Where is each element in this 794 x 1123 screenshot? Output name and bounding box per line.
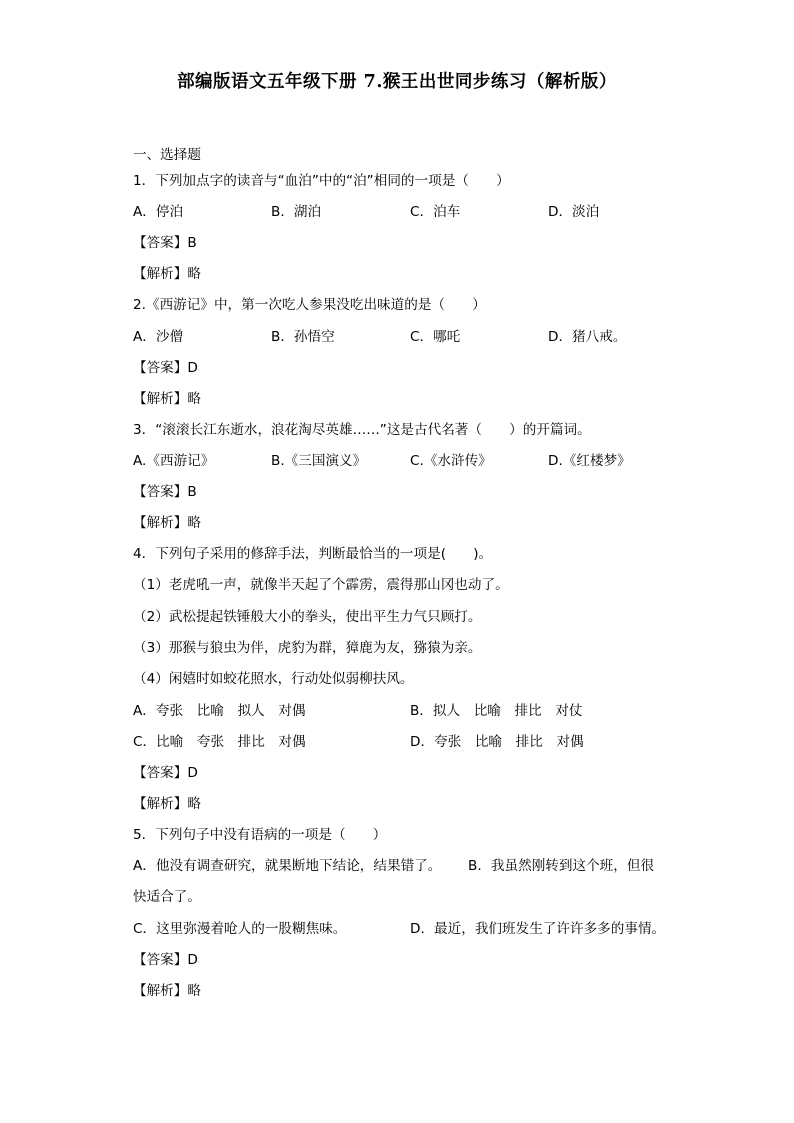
q1-stem: 1．下列加点字的读音与“血泊”中的“泊”相同的一项是（ ） bbox=[133, 173, 510, 189]
q1-analysis: 【解析】略 bbox=[133, 266, 201, 282]
q1-option-a: A．停泊 bbox=[133, 204, 184, 220]
q5-stem: 5．下列句子中没有语病的一项是（ ） bbox=[133, 827, 387, 843]
q2-stem: 2.《西游记》中，第一次吃人参果没吃出味道的是（ ） bbox=[133, 297, 486, 313]
q4-sentence-2: （2）武松提起铁锤般大小的拳头，使出平生力气只顾打。 bbox=[133, 609, 482, 625]
q4-sentence-1: （1）老虎吼一声，就像半天起了个霹雳，震得那山冈也动了。 bbox=[133, 577, 509, 593]
q2-option-c: C．哪吒 bbox=[410, 329, 461, 345]
q4-sentence-3: （3）那猴与狼虫为伴，虎豹为群，獐鹿为友，猕猿为亲。 bbox=[133, 640, 482, 656]
q2-option-d: D．猪八戒。 bbox=[548, 329, 627, 345]
q1-option-d: D．淡泊 bbox=[548, 204, 600, 220]
q3-answer: 【答案】B bbox=[133, 484, 197, 500]
q5-option-c: C．这里弥漫着呛人的一股糊焦味。 bbox=[133, 921, 347, 937]
section-heading: 一、选择题 bbox=[133, 147, 201, 163]
page-title: 部编版语文五年级下册 7.猴王出世同步练习（解析版） bbox=[177, 72, 617, 92]
q2-analysis: 【解析】略 bbox=[133, 391, 201, 407]
q4-answer: 【答案】D bbox=[133, 765, 198, 781]
q1-answer: 【答案】B bbox=[133, 235, 197, 251]
q4-stem: 4．下列句子采用的修辞手法，判断最恰当的一项是( )。 bbox=[133, 546, 493, 562]
q3-option-d: D.《红楼梦》 bbox=[548, 453, 631, 469]
q2-answer: 【答案】D bbox=[133, 360, 198, 376]
q2-option-b: B．孙悟空 bbox=[271, 329, 335, 345]
q5-option-d: D．最近，我们班发生了许许多多的事情。 bbox=[410, 921, 666, 937]
q5-option-b-continued: 快适合了。 bbox=[133, 889, 201, 905]
q1-option-b: B．湖泊 bbox=[271, 204, 322, 220]
q4-option-b: B．拟人 比喻 排比 对仗 bbox=[410, 703, 583, 719]
q5-option-a: A．他没有调查研究，就果断地下结论，结果错了。 bbox=[133, 858, 442, 874]
q5-answer: 【答案】D bbox=[133, 952, 198, 968]
q2-option-a: A．沙僧 bbox=[133, 329, 184, 345]
q3-stem: 3．“滚滚长江东逝水，浪花淘尽英雄……”这是古代名著（ ）的开篇词。 bbox=[133, 422, 591, 438]
q4-sentence-4: （4）闲嬉时如蛟花照水，行动处似弱柳扶风。 bbox=[133, 671, 414, 687]
q3-option-b: B.《三国演义》 bbox=[271, 453, 367, 469]
q1-option-c: C．泊车 bbox=[410, 204, 461, 220]
q4-option-a: A．夸张 比喻 拟人 对偶 bbox=[133, 703, 306, 719]
q3-option-a: A.《西游记》 bbox=[133, 453, 215, 469]
q4-analysis: 【解析】略 bbox=[133, 796, 201, 812]
q4-option-d: D．夸张 比喻 排比 对偶 bbox=[410, 734, 584, 750]
q3-analysis: 【解析】略 bbox=[133, 515, 201, 531]
q5-option-b: B．我虽然刚转到这个班，但很 bbox=[468, 858, 655, 874]
q4-option-c: C．比喻 夸张 排比 对偶 bbox=[133, 734, 306, 750]
q3-option-c: C.《水浒传》 bbox=[410, 453, 492, 469]
q5-analysis: 【解析】略 bbox=[133, 983, 201, 999]
